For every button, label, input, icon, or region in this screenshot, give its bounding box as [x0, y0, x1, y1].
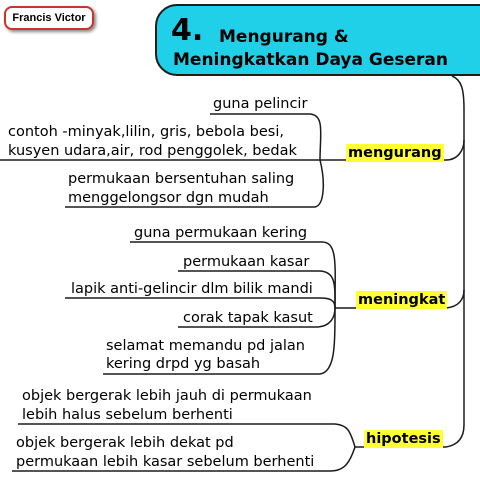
- title-number: 4.: [171, 13, 204, 48]
- mengurang-item: menggelongsor dgn mudah: [68, 190, 269, 206]
- title-node: [155, 4, 480, 76]
- branch-mengurang: mengurang: [348, 145, 442, 161]
- meningkat-item: corak tapak kasut: [183, 310, 313, 326]
- hipotesis-item: lebih halus sebelum berhenti: [22, 407, 233, 423]
- mengurang-item: kusyen udara,air, rod penggolek, bedak: [8, 143, 297, 159]
- hipotesis-item: objek bergerak lebih dekat pd: [16, 435, 234, 451]
- hipotesis-item: objek bergerak lebih jauh di permukaan: [22, 388, 312, 404]
- branch-hipotesis: hipotesis: [366, 431, 441, 447]
- meningkat-item: lapik anti-gelincir dlm bilik mandi: [71, 281, 313, 297]
- title-line-1: Mengurang &: [219, 27, 349, 47]
- meningkat-item: guna permukaan kering: [134, 225, 308, 241]
- mengurang-item: contoh -minyak,lilin, gris, bebola besi,: [8, 124, 284, 140]
- hipotesis-item: permukaan lebih kasar sebelum berhenti: [16, 454, 315, 470]
- mengurang-item: permukaan bersentuhan saling: [68, 171, 295, 187]
- meningkat-item: selamat memandu pd jalan: [106, 338, 305, 354]
- title-line-2: Meningkatkan Daya Geseran: [173, 50, 448, 70]
- mengurang-item: guna pelincir: [213, 96, 308, 112]
- meningkat-item: kering drpd yg basah: [106, 356, 261, 372]
- meningkat-item: permukaan kasar: [183, 254, 310, 270]
- branch-meningkat: meningkat: [358, 292, 446, 308]
- author-badge: Francis Victor: [4, 6, 94, 30]
